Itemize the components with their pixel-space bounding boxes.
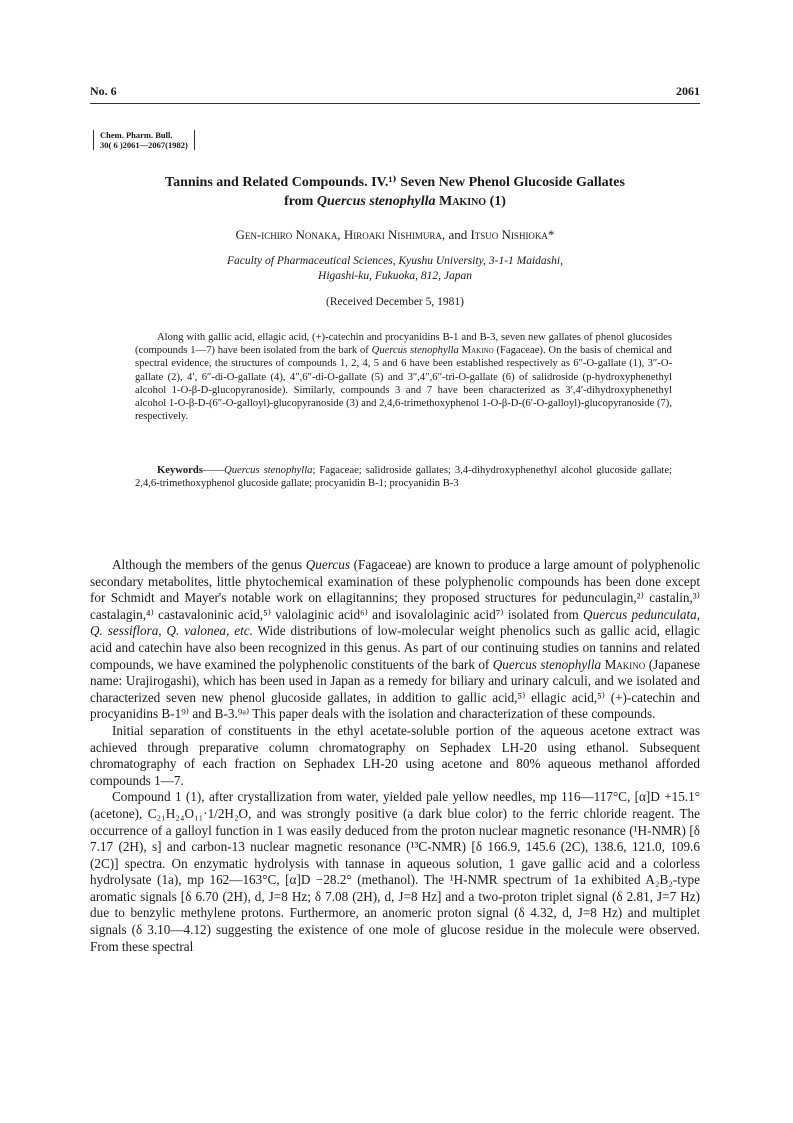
abstract <box>135 331 672 423</box>
keywords-label: Keywords <box>157 465 203 476</box>
page-number: 2061 <box>676 84 700 98</box>
title-line-1: Tannins and Related Compounds. IV.¹⁾ Seven New Phenol Glucoside Gallates <box>165 175 625 190</box>
title-line-2 <box>90 192 700 211</box>
abstract-species: Quercus stenophylla <box>371 345 459 357</box>
abstract-authority: Makino <box>461 345 494 357</box>
article-title <box>90 173 700 211</box>
p1-text-4: (Japanese name: Urajirogashi), which has been used in Japan as a remedy for biliary and urinary calculi, and we isolated and characterized seven new phenol glucoside gallates, in addition to gallic acid,⁵⁾ ellagic acid,⁵⁾ (+)-catechin and procyanidins B-1⁹⁾ and B-3.⁹ᵃ⁾ This paper deals with the isolation and characterization of these compounds. <box>90 656 700 722</box>
title-suffix: (1) <box>486 194 506 209</box>
body-paragraph-1 <box>90 557 700 723</box>
p1-text-3: Wide distributions of low-molecular weight phenolics such as gallic acid, ellagic acid and catechin have also been recognized in this genus. As part of our continuing studies on tannins and related compounds, we have examined the polyphenolic constituents of the bark of <box>90 623 700 672</box>
p1-authority: Makino <box>604 656 646 672</box>
body-paragraph-3: Compound 1 (1), after crystallization from water, yielded pale yellow needles, mp 116—117°C, [α]D +15.1° (acetone), C₂₁H₂₄O₁₁·1/2H₂O, and was strongly positive (a dark blue color) to the ferric chloride reagent. The occurrence of a galloyl function in 1 was easily deduced from the proton nuclear magnetic resonance (¹H-NMR) [δ 7.17 (2H), s] and carbon-13 nuclear magnetic resonance (¹³C-NMR) [δ 166.9, 145.6 (2C), 138.6, 121.0, 109.6 (2C)] spectra. On enzymatic hydrolysis with tannase in aqueous solution, 1 gave gallic acid and a colorless hydrolysate (1a), mp 162—163°C, [α]D −28.2° (methanol). The ¹H-NMR spectrum of 1a exhibited A₂B₂-type aromatic signals [δ 6.70 (2H), d, J=8 Hz; δ 7.08 (2H), d, J=8 Hz] and a two-proton triplet signal (δ 2.81, J=7 Hz) due to benzylic methylene protons. Furthermore, an anomeric proton signal (δ 4.32, d, J=8 Hz) and multiplet signals (δ 3.10—4.12) suggesting the existence of one mole of glucose residue in the molecule were observed. From these spectral <box>90 789 700 954</box>
title-prefix: from <box>284 194 317 209</box>
author-conjunction: and <box>448 227 468 242</box>
keywords <box>135 464 672 490</box>
p1-italic-3: Quercus stenophylla <box>492 656 602 672</box>
author-3: Itsuo Nishioka* <box>470 227 555 242</box>
p1-text-2: (Fagaceae) are known to produce a large amount of polyphenolic secondary metabolites, little phytochemical examination of these polyphenolic compounds has been done except for Schmidt and Mayer's notable work on ellagitannins; they proposed structures for pedunculagin,²⁾ castalin,³⁾ castalagin,⁴⁾ castavaloninic acid,⁵⁾ valolaginic acid⁶⁾ and isovalolaginic acid⁷⁾ isolated from <box>90 557 700 622</box>
issue-number: No. 6 <box>90 84 117 98</box>
title-authority: Makino <box>438 194 487 209</box>
p1-italic-2: Quercus pedunculata, Q. sessiflora, Q. valonea, etc. <box>90 606 701 639</box>
received-date: (Received December 5, 1981) <box>326 296 464 308</box>
abstract-part-1: Along with gallic acid, ellagic acid, (+)-catechin and procyanidins B-1 and B-3, seven new gallates of phenol glucosides (compounds 1—7) have been isolated from the bark of <box>135 332 672 357</box>
affiliation-line-2: Higashi-ku, Fukuoka, 812, Japan <box>318 270 472 282</box>
journal-citation-box <box>93 130 195 150</box>
keywords-dash: —— <box>202 465 225 476</box>
abstract-part-2: (Fagaceae). On the basis of chemical and spectral evidence, the structures of compounds 1, 2, 4, 5 and 6 have been established respectively as 6″-O-gallate (1), 3″-O-gallate (2), 4′, 6″-di-O-gallate (4), 4″,6″-di-O-gallate (5) and 3″,4″,6″-tri-O-gallate (6) of salidroside (p-hydroxyphenethyl alcohol 1-O-β-D-glucopyranoside). Similarly, compounds 3 and 7 have been characterized as 3′,4′-dihydroxyphenethyl alcohol 1-O-β-D-(6″-O-galloyl)-glucopyranoside (3) and 2,4,6-trimethoxyphenol 1-O-β-D-(6′-O-galloyl)-glucopyranoside (7), respectively. <box>135 345 672 423</box>
keywords-text: ; Fagaceae; salidroside gallates; 3,4-dihydroxyphenethyl alcohol glucoside gallate; 2,4,6-trimethoxyphenol glucoside gallate; procyanidin B-1; procyanidin B-3 <box>135 465 672 490</box>
journal-name: Chem. Pharm. Bull. <box>100 130 173 140</box>
author-list <box>90 227 700 243</box>
keywords-species: Quercus stenophylla <box>224 465 313 476</box>
affiliation-line-1: Faculty of Pharmaceutical Sciences, Kyushu University, 3-1-1 Maidashi, <box>227 255 563 267</box>
author-2: Hiroaki Nishimura, <box>343 227 446 242</box>
body-paragraph-2: Initial separation of constituents in the ethyl acetate-soluble portion of the aqueous acetone extract was achieved through preparative column chromatography on Sephadex LH-20 using ethanol. Subsequent chromatography of each fraction on Sephadex LH-20 using acetone and 80% aqueous methanol afforded compounds 1—7. <box>90 722 700 788</box>
running-header <box>90 84 700 99</box>
p1-italic-1: Quercus <box>305 557 350 572</box>
title-species: Quercus stenophylla <box>316 194 436 209</box>
author-1: Gen-ichiro Nonaka, <box>235 227 341 242</box>
header-rule <box>90 103 700 104</box>
body-text <box>90 557 700 955</box>
affiliation <box>90 254 700 284</box>
p1-text-1: Although the members of the genus <box>112 557 306 572</box>
journal-volume-pages: 30( 6 )2061—2067(1982) <box>100 140 188 150</box>
